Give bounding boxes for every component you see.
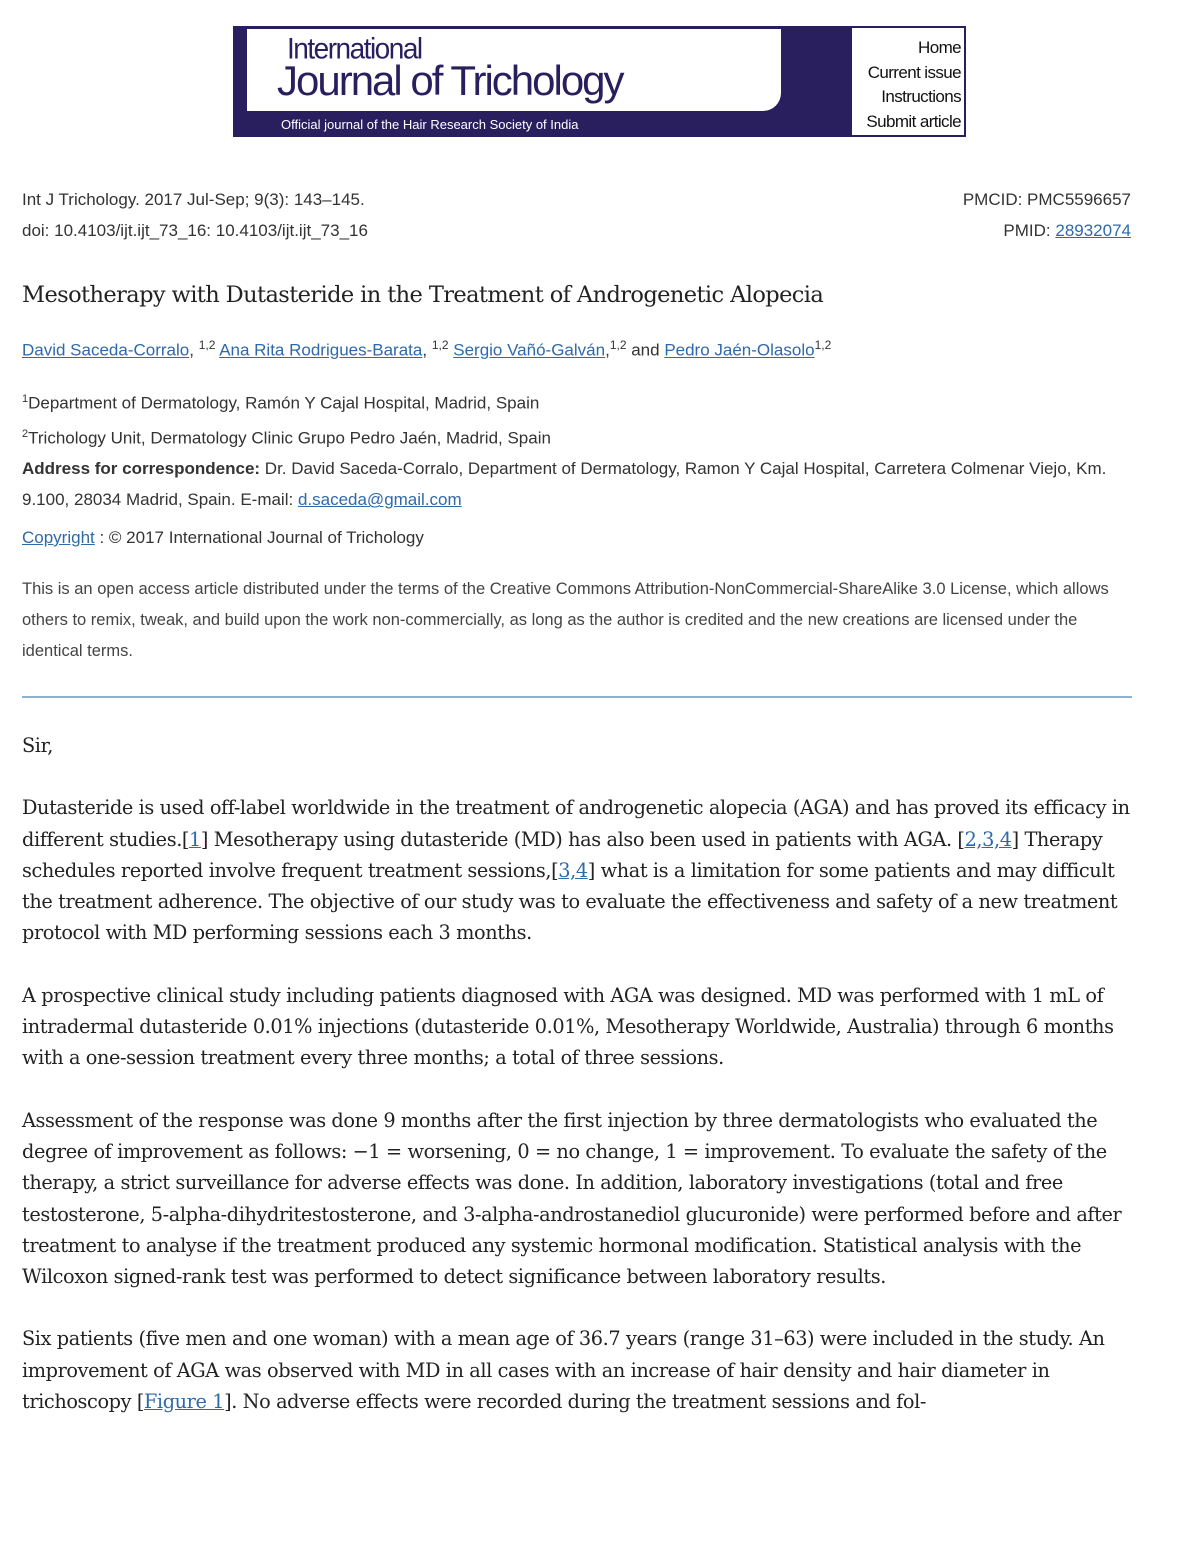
- section-divider: [22, 696, 1132, 698]
- article-meta: [22, 184, 1131, 246]
- affiliation-2-sup: 2: [22, 427, 29, 440]
- p1-text-d: ] what is a limitation for some patients and may difficult the treatment adherence. The objective of our study was to evaluate the effectiveness and safety of a new treatment protocol with MD performing sessions each 3 months.: [22, 858, 1118, 945]
- author-sep: ,: [189, 340, 199, 360]
- author-affiliation-sup: 1,2: [814, 338, 832, 352]
- p1-text-a: Dutasteride is used off-label worldwide in the treatment of androgenetic alopecia (AGA) and has proved its efficacy in different studies.[: [22, 796, 1130, 851]
- banner-title-line2: Journal of Trichology: [277, 57, 623, 104]
- banner-title-line1: International: [287, 32, 422, 65]
- copyright-line: [22, 528, 424, 548]
- nav-instructions-link[interactable]: Instructions: [881, 87, 961, 106]
- author-sep: ,: [422, 340, 432, 360]
- affiliation-2-text: Trichology Unit, Dermatology Clinic Grupo Pedro Jaén, Madrid, Spain: [28, 428, 551, 448]
- banner-nav: [851, 28, 964, 135]
- nav-home-link[interactable]: Home: [918, 38, 961, 57]
- author-sep: and: [626, 340, 665, 360]
- article-title: Mesotherapy with Dutasteride in the Treatment of Androgenetic Alopecia: [22, 282, 824, 308]
- pmid-container: [1003, 215, 1131, 246]
- paragraph-3: Assessment of the response was done 9 months after the first injection by three dermatologists who evaluated the degree of improvement as follows: −1 = worsening, 0 = no change, 1 = improvement. To evaluate the safety of the therapy, a strict surveillance for adverse effects was done. In addition, laboratory investigations (total and free testosterone, 5-alpha-dihydritestosterone, and 3-alpha-androstanediol glucuronide) were performed before and after treatment to analyse if the treatment produced any systemic hormonal modification. Statistical analysis with the Wilcoxon signed-rank test was performed to detect significance between laboratory results.: [22, 1108, 1122, 1289]
- nav-submit-article-link[interactable]: Submit article: [866, 111, 961, 131]
- author-affiliation-sup: 1,2: [198, 338, 216, 352]
- email-link[interactable]: d.saceda@gmail.com: [297, 490, 462, 510]
- affiliation-1: [22, 384, 1132, 419]
- figure-1-link[interactable]: Figure 1: [143, 1390, 225, 1414]
- meta-row-1: [22, 184, 1131, 215]
- affiliation-1-sup: 1: [22, 393, 29, 405]
- journal-banner: [233, 26, 966, 137]
- paragraph-1: [22, 792, 1132, 948]
- p1-text-b: ] Mesotherapy using dutasteride (MD) has also been used in patients with AGA. [: [200, 827, 965, 851]
- ref-3-4-link[interactable]: 3,4: [558, 858, 588, 882]
- author-link[interactable]: Pedro Jaén-Olasolo: [664, 340, 815, 360]
- author-sep-comma: ,: [605, 340, 610, 360]
- author-affiliation-sup: 1,2: [609, 338, 627, 352]
- author-link[interactable]: Ana Rita Rodrigues-Barata: [219, 340, 423, 360]
- salutation: Sir,: [22, 734, 54, 757]
- p4-text-a: Six patients (five men and one woman) with a mean age of 36.7 years (range 31–63) were included in the study. An improvement of AGA was observed with MD in all cases with an increase of hair density and hair diameter in trichoscopy [: [22, 1327, 1105, 1414]
- correspondence-text: Dr. David Saceda-Corralo, Department of Dermatology, Ramon Y Cajal Hospital, Carretera Colmenar Viejo, Km. 9.100, 28034 Madrid, Spain. E-mail:: [22, 459, 1107, 510]
- author-affiliation-sup: 1,2: [431, 338, 449, 352]
- copyright-text: : © 2017 International Journal of Trichology: [94, 528, 424, 547]
- paragraph-2: A prospective clinical study including patients diagnosed with AGA was designed. MD was performed with 1 mL of intradermal dutasteride 0.01% injections (dutasteride 0.01%, Mesotherapy Worldwide, Australia) through 6 months with a one-session treatment every three months; a total of three sessions.: [22, 983, 1114, 1070]
- p4-text-b: ]. No adverse effects were recorded during the treatment sessions and fol-: [224, 1390, 926, 1414]
- doi: doi: 10.4103/ijt.ijt_73_16: 10.4103/ijt.ijt_73_16: [22, 221, 368, 240]
- license-text: This is an open access article distributed under the terms of the Creative Commons Attribution-NonCommercial-ShareAlike 3.0 License, which allows others to remix, tweak, and build upon the work non-commercially, as long as the author is credited and the new creations are licensed under the identical terms.: [22, 580, 1109, 660]
- pmid-link[interactable]: 28932074: [1055, 221, 1131, 240]
- correspondence-label: Address for correspondence:: [22, 459, 261, 479]
- banner-logo-panel: [247, 29, 781, 111]
- affiliation-2: [22, 419, 1132, 454]
- author-link[interactable]: Sergio Vañó-Galván: [453, 340, 606, 360]
- meta-row-2: [22, 215, 1131, 246]
- p1-text-c: ] Therapy schedules reported involve frequent treatment sessions,[: [22, 827, 1103, 882]
- citation: Int J Trichology. 2017 Jul-Sep; 9(3): 143–145.: [22, 190, 365, 209]
- author-list: [22, 338, 831, 361]
- nav-current-issue-link[interactable]: Current issue: [867, 62, 961, 82]
- affiliations: [22, 384, 1132, 515]
- correspondence: [22, 453, 1132, 515]
- author-link[interactable]: David Saceda-Corralo: [22, 340, 190, 360]
- pmcid: PMCID: PMC5596657: [962, 190, 1131, 209]
- paragraph-4: [22, 1323, 1132, 1417]
- affiliation-1-text: Department of Dermatology, Ramón Y Cajal Hospital, Madrid, Spain: [28, 393, 540, 413]
- pmid-label: PMID:: [1003, 221, 1056, 240]
- ref-1-link[interactable]: 1: [189, 827, 201, 851]
- copyright-link[interactable]: Copyright: [22, 528, 95, 547]
- banner-tagline: Official journal of the Hair Research Society of India: [281, 117, 579, 132]
- ref-2-3-4-link[interactable]: 2,3,4: [964, 827, 1012, 851]
- article-body: [22, 730, 1132, 1448]
